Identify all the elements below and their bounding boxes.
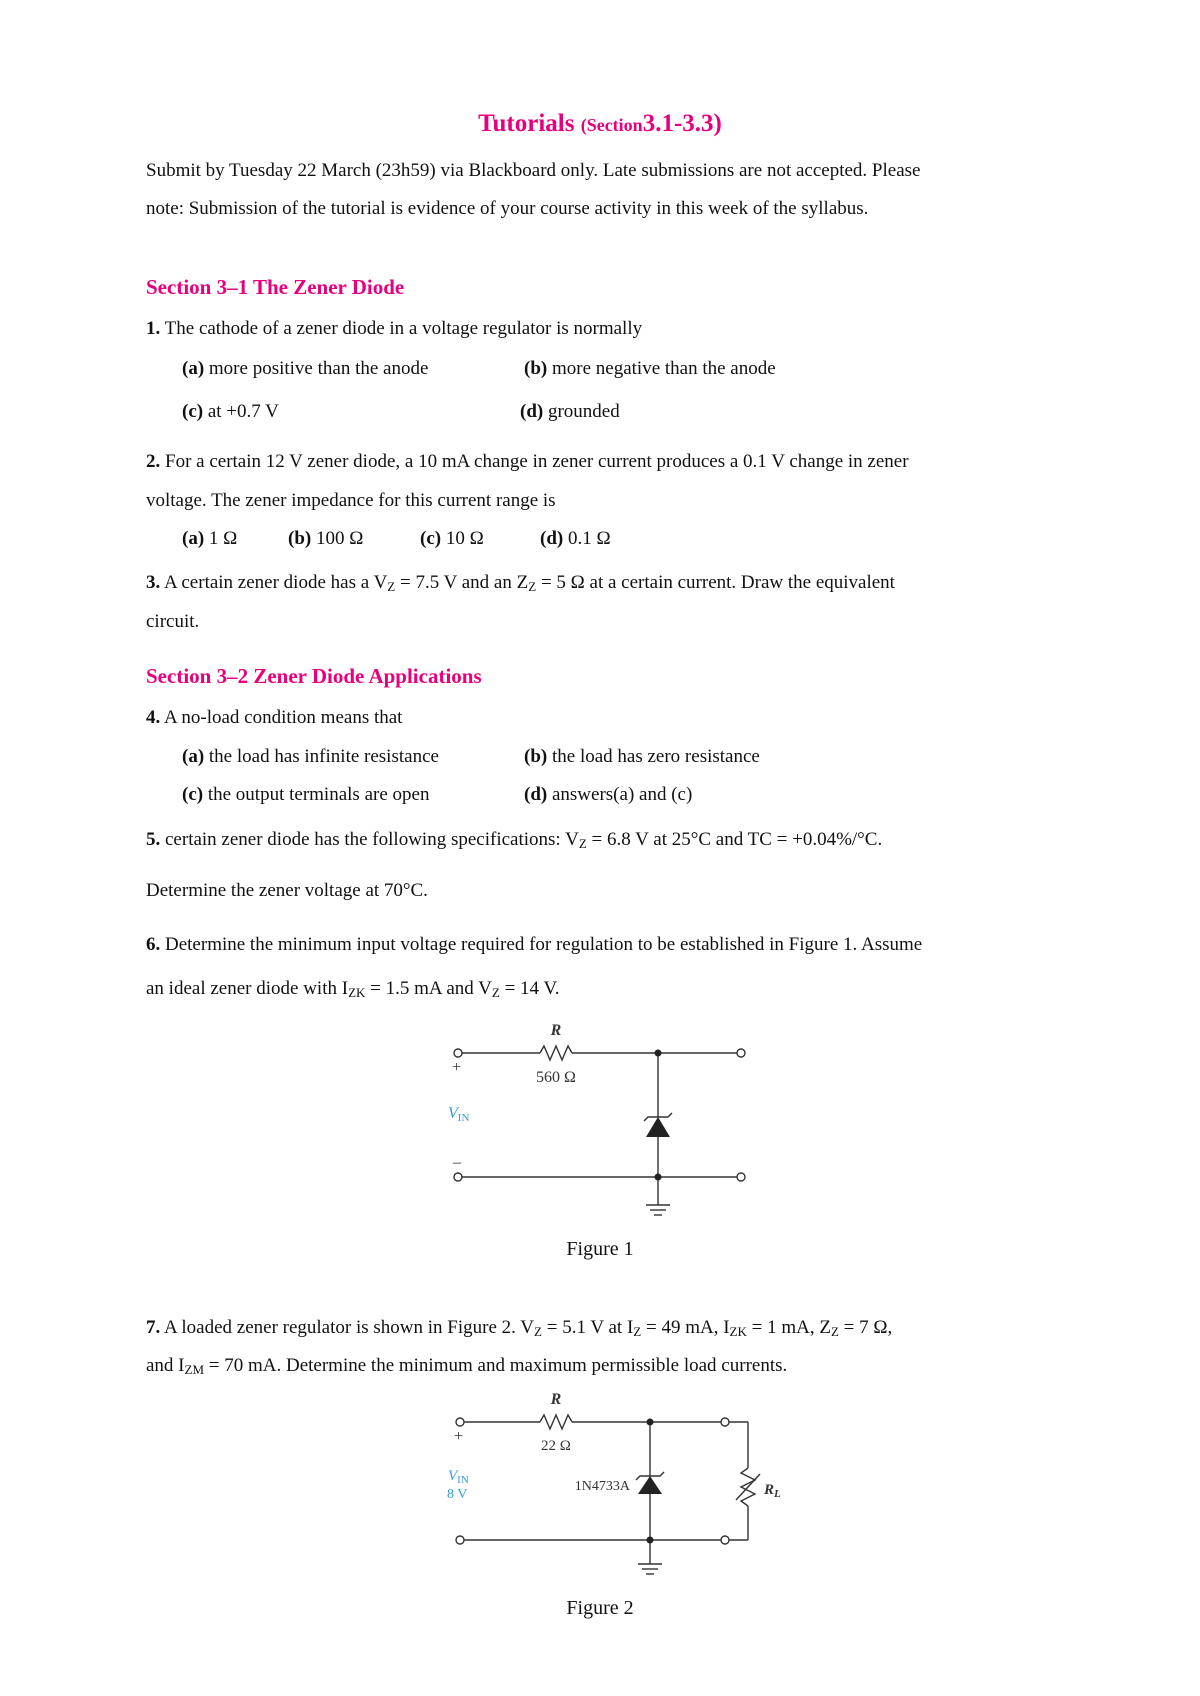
q2-option-b: (b) 100 Ω xyxy=(288,528,364,549)
q2-option-c: (c) 10 Ω xyxy=(420,528,484,549)
figure-1-vin: VIN xyxy=(448,1105,470,1124)
figure-1-resistor-value: 560 Ω xyxy=(536,1069,576,1086)
figure-1-resistor-label: R xyxy=(550,1022,562,1039)
question-7-line-1: 7. A loaded zener regulator is shown in Figure 2. $V_Z = 5.1$ V at $I_Z = 49$ mA, $I_{ZK} = 1$ mA, $Z_Z = 7$ Ω, xyxy=(146,1317,893,1339)
question-1: 1. The cathode of a zener diode in a voltage regulator is normally xyxy=(146,318,643,339)
submit-line-2: note: Submission of the tutorial is evidence of your course activity in this week of the syllabus. xyxy=(146,198,869,219)
question-4: 4. A no-load condition means that xyxy=(146,707,403,728)
question-3-line-2: circuit. xyxy=(146,611,200,632)
q4-option-c: (c) the output terminals are open xyxy=(182,784,430,805)
question-7-line-2: and $I_{ZM} = 70$ mA. Determine the minimum and maximum permissible load currents. xyxy=(146,1355,788,1377)
title-section-word: (Section xyxy=(580,115,643,135)
figure-1-circuit xyxy=(430,1015,760,1230)
submit-line-1: Submit by Tuesday 22 March (23h59) via Blackboard only. Late submissions are not accepted. Please xyxy=(146,160,921,181)
question-2-line-2: voltage. The zener impedance for this current range is xyxy=(146,490,556,511)
figure-2-resistor-value: 22 Ω xyxy=(541,1438,571,1454)
output-terminal-bottom xyxy=(737,1173,745,1181)
q1-option-a: (a) more positive than the anode xyxy=(182,358,429,379)
input-terminal-bottom xyxy=(456,1536,464,1544)
zener-diode-icon xyxy=(646,1117,670,1137)
question-6-line-2: an ideal zener diode with $I_{ZK} = 1.5$ mA and $V_Z = 14$ V. xyxy=(146,978,560,1000)
q4-option-d: (d) answers(a) and (c) xyxy=(524,784,693,805)
q2-option-d: (d) 0.1 Ω xyxy=(540,528,611,549)
output-terminal-bottom xyxy=(721,1536,729,1544)
title-main: Tutorials xyxy=(478,110,575,137)
output-terminal-top xyxy=(737,1049,745,1057)
figure-2-diode-label: 1N4733A xyxy=(574,1479,630,1494)
figure-2-load-label: $R_L$ xyxy=(764,1482,781,1500)
question-5-line-1: 5. certain zener diode has the following specifications: $V_Z = 6.8$ V at 25°C and TC = +0.04%/°C. xyxy=(146,829,883,851)
q4-option-a: (a) the load has infinite resistance xyxy=(182,746,439,767)
figure-2-resistor-label: R xyxy=(550,1391,562,1408)
figure-2-circuit xyxy=(430,1388,790,1588)
q4-option-b: (b) the load has zero resistance xyxy=(524,746,760,767)
section-2-heading: Section 3–2 Zener Diode Applications xyxy=(146,664,482,688)
figure-2-plus: + xyxy=(454,1428,464,1445)
figure-1-minus: – xyxy=(453,1154,461,1171)
q1-option-c: (c) at +0.7 V xyxy=(182,401,279,422)
question-2-line-1: 2. For a certain 12 V zener diode, a 10 mA change in zener current produces a 0.1 V change in zener xyxy=(146,451,909,472)
input-terminal-top xyxy=(454,1049,462,1057)
resistor-r xyxy=(540,1046,572,1060)
input-terminal-top xyxy=(456,1418,464,1426)
question-6-line-1: 6. Determine the minimum input voltage required for regulation to be established in Figure 1. Assume xyxy=(146,934,923,955)
q2-option-a: (a) 1 Ω xyxy=(182,528,238,549)
figure-1-plus: + xyxy=(452,1059,462,1076)
resistor-r xyxy=(540,1415,572,1429)
output-terminal-top xyxy=(721,1418,729,1426)
question-3-line-1: 3. A certain zener diode has a $V_Z = 7.5$ V and an $Z_Z = 5$ Ω at a certain current. Draw the equivalent xyxy=(146,572,895,594)
figure-2-caption: Figure 2 xyxy=(566,1597,634,1619)
question-5-line-2: Determine the zener voltage at 70°C. xyxy=(146,880,428,901)
zener-diode-icon xyxy=(638,1476,662,1494)
page-title xyxy=(0,110,1200,138)
q1-option-d: (d) grounded xyxy=(520,401,620,422)
section-1-heading: Section 3–1 The Zener Diode xyxy=(146,275,405,299)
title-range: 3.1-3.3) xyxy=(642,110,722,137)
figure-2-vin: $V_{IN}$ xyxy=(448,1468,469,1486)
figure-1-caption: Figure 1 xyxy=(566,1238,634,1260)
q1-option-b: (b) more negative than the anode xyxy=(524,358,776,379)
input-terminal-bottom xyxy=(454,1173,462,1181)
figure-2-vin-value: 8 V xyxy=(447,1487,468,1502)
